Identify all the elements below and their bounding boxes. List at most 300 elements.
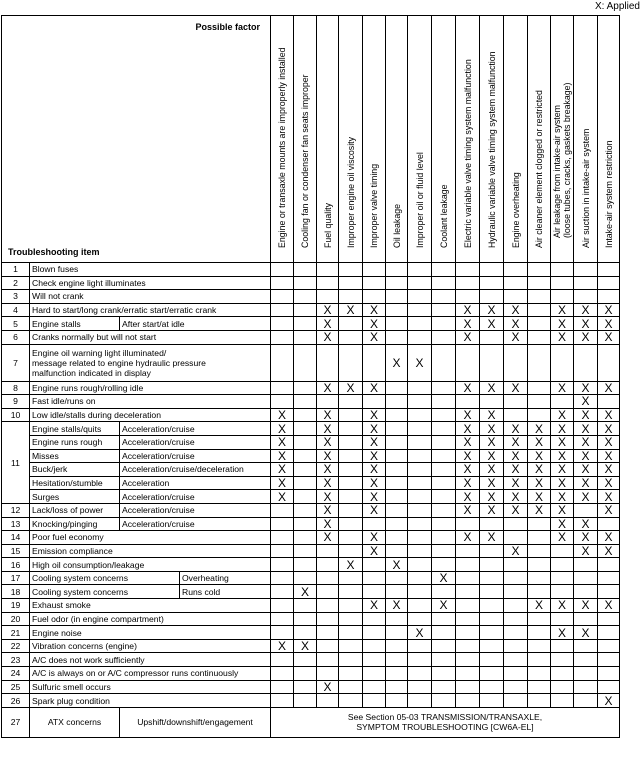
applied-cell: X bbox=[574, 517, 598, 531]
applied-cell: X bbox=[574, 395, 598, 409]
applied-cell: X bbox=[271, 463, 294, 477]
applied-cell bbox=[408, 558, 432, 572]
applied-cell bbox=[386, 585, 408, 599]
row-number: 8 bbox=[2, 381, 30, 395]
applied-cell: X bbox=[598, 490, 620, 504]
factor-label: Engine or transaxle mounts are improperly installed bbox=[277, 47, 287, 248]
applied-cell bbox=[294, 517, 317, 531]
applied-cell bbox=[294, 531, 317, 545]
applied-cell bbox=[551, 694, 574, 708]
applied-cell bbox=[574, 344, 598, 381]
applied-cell: X bbox=[551, 490, 574, 504]
applied-cell bbox=[386, 626, 408, 640]
row-number: 16 bbox=[2, 558, 30, 572]
applied-cell: X bbox=[551, 626, 574, 640]
applied-cell: X bbox=[386, 558, 408, 572]
applied-cell bbox=[598, 639, 620, 653]
applied-cell bbox=[294, 449, 317, 463]
applied-cell bbox=[339, 517, 363, 531]
applied-cell bbox=[386, 276, 408, 290]
factor-header bbox=[386, 16, 408, 263]
applied-cell bbox=[386, 395, 408, 409]
row-number: 25 bbox=[2, 680, 30, 694]
condition: Acceleration/cruise/deceleration bbox=[120, 463, 271, 477]
applied-cell bbox=[574, 503, 598, 517]
table-row bbox=[2, 612, 620, 626]
table-row bbox=[2, 381, 620, 395]
factor-header bbox=[294, 16, 317, 263]
applied-cell bbox=[339, 290, 363, 304]
factor-label: Coolant leakage bbox=[438, 184, 449, 248]
applied-cell bbox=[598, 585, 620, 599]
applied-cell bbox=[317, 263, 339, 277]
applied-cell bbox=[598, 263, 620, 277]
applied-cell bbox=[504, 571, 528, 585]
applied-cell: X bbox=[456, 408, 480, 422]
factor-header bbox=[528, 16, 551, 263]
applied-cell: X bbox=[432, 571, 456, 585]
applied-cell bbox=[480, 599, 504, 613]
applied-cell bbox=[528, 290, 551, 304]
factor-label: Intake-air system restriction bbox=[603, 140, 614, 248]
applied-cell: X bbox=[504, 463, 528, 477]
applied-cell: X bbox=[551, 435, 574, 449]
condition: Runs cold bbox=[180, 585, 271, 599]
applied-cell bbox=[598, 667, 620, 681]
applied-cell: X bbox=[317, 449, 339, 463]
applied-cell bbox=[294, 599, 317, 613]
applied-cell bbox=[339, 544, 363, 558]
applied-cell bbox=[339, 585, 363, 599]
applied-cell bbox=[408, 317, 432, 331]
applied-cell: X bbox=[271, 476, 294, 490]
applied-cell bbox=[598, 653, 620, 667]
applied-cell: X bbox=[574, 303, 598, 317]
applied-cell bbox=[598, 276, 620, 290]
applied-cell bbox=[317, 639, 339, 653]
applied-cell bbox=[598, 680, 620, 694]
applied-cell bbox=[363, 653, 386, 667]
applied-cell bbox=[551, 667, 574, 681]
applied-cell: X bbox=[456, 503, 480, 517]
applied-cell: X bbox=[480, 303, 504, 317]
applied-cell: X bbox=[574, 544, 598, 558]
applied-cell bbox=[339, 317, 363, 331]
applied-cell bbox=[386, 317, 408, 331]
applied-cell bbox=[294, 408, 317, 422]
applied-cell: X bbox=[574, 330, 598, 344]
applied-cell bbox=[456, 639, 480, 653]
applied-cell bbox=[574, 263, 598, 277]
applied-cell bbox=[432, 490, 456, 504]
applied-cell bbox=[551, 544, 574, 558]
applied-cell bbox=[408, 503, 432, 517]
applied-cell bbox=[294, 435, 317, 449]
applied-cell: X bbox=[363, 490, 386, 504]
applied-cell bbox=[504, 290, 528, 304]
applied-cell: X bbox=[408, 626, 432, 640]
applied-cell: X bbox=[456, 381, 480, 395]
applied-cell: X bbox=[574, 435, 598, 449]
applied-cell bbox=[317, 344, 339, 381]
applied-cell bbox=[574, 653, 598, 667]
applied-cell bbox=[480, 276, 504, 290]
applied-cell bbox=[408, 303, 432, 317]
applied-cell bbox=[294, 276, 317, 290]
applied-cell: X bbox=[574, 449, 598, 463]
factor-label: Oil leakage bbox=[391, 203, 402, 248]
applied-cell bbox=[271, 344, 294, 381]
applied-cell bbox=[528, 653, 551, 667]
applied-cell: X bbox=[551, 476, 574, 490]
applied-cell: X bbox=[504, 449, 528, 463]
applied-cell bbox=[271, 395, 294, 409]
factor-label: Cooling fan or condenser fan seats improper bbox=[300, 74, 310, 248]
troubleshooting-item: Hesitation/stumble bbox=[30, 476, 120, 490]
applied-cell: X bbox=[271, 490, 294, 504]
applied-cell bbox=[432, 694, 456, 708]
applied-cell bbox=[456, 263, 480, 277]
applied-cell bbox=[294, 330, 317, 344]
table-row bbox=[2, 571, 620, 585]
condition: Acceleration/cruise bbox=[120, 422, 271, 436]
applied-cell: X bbox=[363, 435, 386, 449]
applied-cell bbox=[598, 626, 620, 640]
applied-cell: X bbox=[504, 435, 528, 449]
applied-cell: X bbox=[504, 317, 528, 331]
applied-cell: X bbox=[598, 422, 620, 436]
applied-cell bbox=[480, 344, 504, 381]
applied-cell bbox=[551, 585, 574, 599]
applied-cell: X bbox=[551, 517, 574, 531]
applied-cell bbox=[408, 653, 432, 667]
table-row bbox=[2, 639, 620, 653]
applied-cell bbox=[528, 276, 551, 290]
applied-cell bbox=[294, 653, 317, 667]
applied-cell bbox=[271, 544, 294, 558]
applied-cell bbox=[386, 463, 408, 477]
applied-cell bbox=[271, 290, 294, 304]
applied-cell bbox=[339, 680, 363, 694]
applied-cell bbox=[386, 422, 408, 436]
troubleshooting-item: Engine stalls/quits bbox=[30, 422, 120, 436]
applied-cell bbox=[432, 544, 456, 558]
table-row bbox=[2, 303, 620, 317]
applied-cell bbox=[317, 667, 339, 681]
applied-cell bbox=[271, 276, 294, 290]
applied-cell bbox=[386, 612, 408, 626]
factor-label: Hydraulic variable valve timing system malfunction bbox=[486, 51, 497, 248]
applied-cell: X bbox=[339, 558, 363, 572]
applied-cell bbox=[480, 544, 504, 558]
applied-cell bbox=[456, 544, 480, 558]
applied-cell bbox=[551, 276, 574, 290]
applied-cell: X bbox=[574, 422, 598, 436]
applied-cell: X bbox=[551, 422, 574, 436]
row-number: 26 bbox=[2, 694, 30, 708]
table-row bbox=[2, 263, 620, 277]
legend: X: Applied bbox=[594, 1, 640, 12]
applied-cell: X bbox=[598, 476, 620, 490]
row-number: 5 bbox=[2, 317, 30, 331]
table-row bbox=[2, 599, 620, 613]
applied-cell: X bbox=[408, 344, 432, 381]
applied-cell bbox=[294, 344, 317, 381]
applied-cell: X bbox=[598, 435, 620, 449]
applied-cell bbox=[408, 290, 432, 304]
factor-label: Improper engine oil viscosity bbox=[345, 137, 356, 248]
applied-cell bbox=[598, 290, 620, 304]
applied-cell: X bbox=[363, 531, 386, 545]
applied-cell bbox=[339, 476, 363, 490]
applied-cell bbox=[504, 276, 528, 290]
applied-cell: X bbox=[551, 317, 574, 331]
applied-cell: X bbox=[317, 330, 339, 344]
applied-cell bbox=[271, 612, 294, 626]
applied-cell: X bbox=[271, 408, 294, 422]
applied-cell: X bbox=[456, 435, 480, 449]
row-number: 13 bbox=[2, 517, 30, 531]
applied-cell: X bbox=[363, 330, 386, 344]
applied-cell bbox=[432, 290, 456, 304]
condition: Acceleration/cruise bbox=[120, 449, 271, 463]
troubleshooting-item: Spark plug condition bbox=[30, 694, 271, 708]
applied-cell bbox=[432, 531, 456, 545]
applied-cell bbox=[480, 612, 504, 626]
applied-cell bbox=[574, 276, 598, 290]
factor-header bbox=[339, 16, 363, 263]
applied-cell bbox=[271, 381, 294, 395]
row-number: 11 bbox=[2, 422, 30, 504]
row-number: 19 bbox=[2, 599, 30, 613]
applied-cell: X bbox=[456, 531, 480, 545]
applied-cell bbox=[456, 571, 480, 585]
applied-cell bbox=[294, 544, 317, 558]
applied-cell bbox=[480, 558, 504, 572]
applied-cell bbox=[271, 558, 294, 572]
applied-cell bbox=[294, 626, 317, 640]
applied-cell bbox=[339, 435, 363, 449]
troubleshooting-item: Check engine light illuminates bbox=[30, 276, 271, 290]
header-cell bbox=[2, 16, 271, 263]
applied-cell: X bbox=[456, 330, 480, 344]
applied-cell: X bbox=[339, 303, 363, 317]
factor-header bbox=[271, 16, 294, 263]
applied-cell bbox=[408, 276, 432, 290]
applied-cell: X bbox=[598, 463, 620, 477]
applied-cell bbox=[363, 263, 386, 277]
applied-cell bbox=[456, 612, 480, 626]
applied-cell bbox=[271, 585, 294, 599]
applied-cell bbox=[432, 408, 456, 422]
applied-cell: X bbox=[317, 303, 339, 317]
applied-cell bbox=[386, 290, 408, 304]
applied-cell bbox=[408, 490, 432, 504]
applied-cell bbox=[294, 476, 317, 490]
applied-cell: X bbox=[504, 476, 528, 490]
applied-cell bbox=[480, 680, 504, 694]
troubleshooting-item: Knocking/pinging bbox=[30, 517, 120, 531]
applied-cell: X bbox=[363, 544, 386, 558]
applied-cell: X bbox=[456, 476, 480, 490]
applied-cell bbox=[339, 408, 363, 422]
applied-cell bbox=[339, 612, 363, 626]
condition: Overheating bbox=[180, 571, 271, 585]
applied-cell bbox=[386, 263, 408, 277]
applied-cell: X bbox=[528, 599, 551, 613]
table-row bbox=[2, 463, 620, 477]
applied-cell bbox=[528, 344, 551, 381]
row-number: 3 bbox=[2, 290, 30, 304]
applied-cell bbox=[432, 653, 456, 667]
applied-cell bbox=[551, 344, 574, 381]
applied-cell bbox=[504, 395, 528, 409]
applied-cell bbox=[504, 639, 528, 653]
applied-cell bbox=[386, 303, 408, 317]
applied-cell bbox=[432, 463, 456, 477]
applied-cell bbox=[432, 476, 456, 490]
troubleshooting-item: Engine runs rough bbox=[30, 435, 120, 449]
applied-cell bbox=[528, 395, 551, 409]
factor-label: Air suction in intake-air system bbox=[580, 128, 591, 248]
table-row bbox=[2, 558, 620, 572]
applied-cell: X bbox=[317, 476, 339, 490]
applied-cell bbox=[317, 544, 339, 558]
applied-cell: X bbox=[551, 449, 574, 463]
applied-cell bbox=[528, 517, 551, 531]
applied-cell bbox=[386, 639, 408, 653]
applied-cell: X bbox=[456, 422, 480, 436]
table-row bbox=[2, 680, 620, 694]
troubleshooting-item: A/C does not work sufficiently bbox=[30, 653, 271, 667]
applied-cell: X bbox=[339, 381, 363, 395]
applied-cell bbox=[432, 422, 456, 436]
troubleshooting-item: Cooling system concerns bbox=[30, 571, 180, 585]
troubleshooting-item: High oil consumption/leakage bbox=[30, 558, 271, 572]
applied-cell bbox=[408, 680, 432, 694]
troubleshooting-item: Exhaust smoke bbox=[30, 599, 271, 613]
applied-cell bbox=[480, 653, 504, 667]
applied-cell: X bbox=[598, 408, 620, 422]
applied-cell bbox=[271, 303, 294, 317]
applied-cell bbox=[456, 585, 480, 599]
troubleshooting-item: Emission compliance bbox=[30, 544, 271, 558]
applied-cell: X bbox=[317, 408, 339, 422]
applied-cell bbox=[386, 503, 408, 517]
applied-cell bbox=[363, 612, 386, 626]
applied-cell bbox=[551, 263, 574, 277]
applied-cell bbox=[363, 639, 386, 653]
applied-cell bbox=[528, 381, 551, 395]
applied-cell bbox=[528, 317, 551, 331]
applied-cell: X bbox=[528, 503, 551, 517]
factor-header bbox=[598, 16, 620, 263]
row-number: 23 bbox=[2, 653, 30, 667]
applied-cell bbox=[574, 639, 598, 653]
table-row bbox=[2, 476, 620, 490]
applied-cell bbox=[456, 276, 480, 290]
applied-cell bbox=[339, 490, 363, 504]
applied-cell: X bbox=[528, 422, 551, 436]
applied-cell bbox=[480, 667, 504, 681]
applied-cell: X bbox=[528, 463, 551, 477]
applied-cell bbox=[528, 544, 551, 558]
applied-cell: X bbox=[504, 303, 528, 317]
table-row bbox=[2, 395, 620, 409]
applied-cell: X bbox=[363, 463, 386, 477]
table-row bbox=[2, 435, 620, 449]
applied-cell bbox=[456, 653, 480, 667]
applied-cell bbox=[408, 531, 432, 545]
applied-cell bbox=[271, 531, 294, 545]
applied-cell bbox=[294, 395, 317, 409]
row-number: 17 bbox=[2, 571, 30, 585]
applied-cell: X bbox=[574, 599, 598, 613]
applied-cell: X bbox=[598, 303, 620, 317]
applied-cell bbox=[528, 585, 551, 599]
applied-cell bbox=[294, 667, 317, 681]
applied-cell: X bbox=[480, 408, 504, 422]
applied-cell bbox=[339, 626, 363, 640]
applied-cell bbox=[480, 263, 504, 277]
applied-cell bbox=[432, 276, 456, 290]
applied-cell bbox=[408, 435, 432, 449]
applied-cell: X bbox=[504, 490, 528, 504]
applied-cell: X bbox=[480, 317, 504, 331]
condition: Acceleration/cruise bbox=[120, 517, 271, 531]
factor-header bbox=[317, 16, 339, 263]
applied-cell bbox=[432, 330, 456, 344]
applied-cell bbox=[528, 408, 551, 422]
applied-cell bbox=[456, 599, 480, 613]
applied-cell bbox=[317, 571, 339, 585]
applied-cell: X bbox=[480, 463, 504, 477]
troubleshooting-item: Vibration concerns (engine) bbox=[30, 639, 271, 653]
applied-cell bbox=[317, 626, 339, 640]
applied-cell bbox=[598, 612, 620, 626]
applied-cell bbox=[386, 476, 408, 490]
applied-cell bbox=[294, 317, 317, 331]
applied-cell bbox=[456, 344, 480, 381]
applied-cell: X bbox=[574, 626, 598, 640]
applied-cell bbox=[504, 599, 528, 613]
applied-cell bbox=[432, 317, 456, 331]
applied-cell: X bbox=[551, 599, 574, 613]
applied-cell bbox=[339, 330, 363, 344]
factor-header bbox=[408, 16, 432, 263]
troubleshooting-item: Low idle/stalls during deceleration bbox=[30, 408, 271, 422]
table-row bbox=[2, 517, 620, 531]
applied-cell bbox=[504, 558, 528, 572]
applied-cell bbox=[528, 263, 551, 277]
table-row bbox=[2, 585, 620, 599]
applied-cell bbox=[504, 408, 528, 422]
applied-cell bbox=[432, 435, 456, 449]
applied-cell bbox=[363, 558, 386, 572]
applied-cell bbox=[432, 263, 456, 277]
applied-cell bbox=[294, 422, 317, 436]
applied-cell: X bbox=[551, 303, 574, 317]
applied-cell: X bbox=[317, 381, 339, 395]
applied-cell bbox=[339, 694, 363, 708]
applied-cell bbox=[294, 612, 317, 626]
applied-cell bbox=[528, 680, 551, 694]
applied-cell: X bbox=[574, 490, 598, 504]
troubleshooting-item: Lack/loss of power bbox=[30, 503, 120, 517]
applied-cell: X bbox=[271, 449, 294, 463]
applied-cell bbox=[480, 330, 504, 344]
applied-cell: X bbox=[504, 330, 528, 344]
